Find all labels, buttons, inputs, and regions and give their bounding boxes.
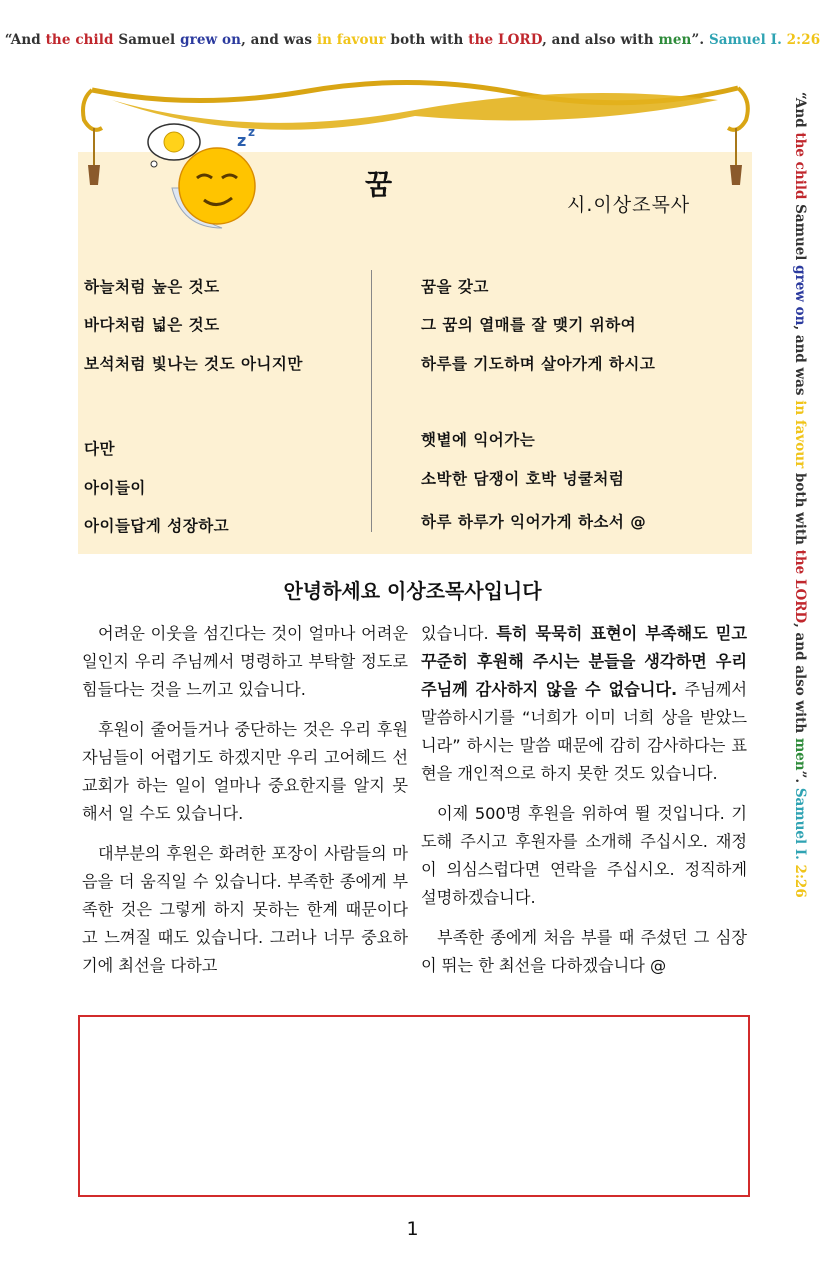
poem-line: 아이들답게 성장하고 — [84, 517, 230, 535]
verse-part: 2:26 — [792, 864, 808, 898]
article-paragraph: 어려운 이웃을 섬긴다는 것이 얼마나 어려운 일인지 우리 주님께서 명령하고 부탁할 정도로 힘들다는 것을 느끼고 있습니다. — [82, 624, 408, 699]
poem-line: 하루 하루가 익어가게 하소서 @ — [421, 513, 647, 531]
poem-line: 하늘처럼 높은 것도 — [84, 278, 220, 296]
article-paragraph: 후원이 줄어들거나 중단하는 것은 우리 후원자님들이 어렵기도 하겠지만 우리 고어헤드 선교회가 하는 일이 얼마나 중요한지를 알지 못해서 일 수도 있습니다. — [82, 720, 408, 823]
verse-part: Samuel I. — [708, 32, 787, 48]
verse-part: “And — [792, 92, 808, 133]
sleeping-sun-icon — [142, 118, 262, 236]
verse-banner-side — [792, 92, 808, 898]
verse-part: ”. — [691, 32, 709, 48]
poem-line: 보석처럼 빛나는 것도 아니지만 — [84, 355, 303, 373]
verse-part: “And — [4, 32, 46, 48]
article-paragraph: 부족한 종에게 처음 부를 때 주셨던 그 심장이 뛰는 한 최선을 다하겠습니다 @ — [421, 928, 747, 975]
poem-line: 바다처럼 넓은 것도 — [84, 316, 220, 334]
poem-line: 그 꿈의 열매를 잘 맺기 위하여 — [421, 316, 637, 334]
svg-text:z: z — [248, 125, 255, 139]
svg-text:z: z — [237, 131, 247, 150]
poem-divider — [371, 270, 372, 532]
poem-author: 시.이상조목사 — [567, 194, 691, 216]
article-paragraph — [421, 620, 747, 788]
article-paragraph: 이제 500명 후원을 위하여 뛸 것입니다. 기도해 주시고 후원자를 소개해 주십시오. 재정이 의심스럽다면 연락을 주십시오. 정직하게 설명하겠습니다. — [421, 804, 747, 907]
article-column-left — [82, 620, 408, 992]
verse-part: both with — [792, 472, 808, 550]
verse-part: , and was — [241, 32, 317, 48]
article-text: 주님께서 말씀하시기를 “너희가 이미 너희 상을 받았느니라” 하시는 말씀 때문에 감히 감사하다는 표현을 개인적으로 하지 못한 것도 있습니다. — [421, 680, 747, 783]
verse-part: in favour — [316, 32, 391, 48]
verse-part: Samuel — [118, 32, 181, 48]
article-title: 안녕하세요 이상조목사입니다 — [283, 579, 542, 603]
verse-part: grew on — [180, 32, 242, 48]
poem-line: 아이들이 — [84, 479, 146, 497]
poem-line: 다만 — [84, 440, 115, 458]
poem-line: 꿈을 갖고 — [421, 278, 489, 296]
verse-part: the LORD — [792, 549, 808, 624]
verse-part: the child — [792, 132, 808, 205]
article-text: 있습니다. — [421, 624, 497, 643]
verse-part: Samuel I. — [792, 787, 808, 865]
verse-banner-top — [0, 32, 825, 48]
poem-line: 하루를 기도하며 살아가게 하시고 — [421, 355, 656, 373]
verse-part: men — [658, 32, 692, 48]
verse-part: men — [792, 737, 808, 771]
verse-part: , and also with — [792, 623, 808, 738]
poem-line: 햇볕에 익어가는 — [421, 431, 536, 449]
verse-part: Samuel — [792, 204, 808, 266]
article-emphasis: 특히 묵묵히 표현이 부족해도 믿고 꾸준히 후원해 주시는 분들을 생각하면 우리 주님께 감사하지 않을 수 없습니다. — [421, 624, 747, 699]
verse-part: both with — [390, 32, 469, 48]
article-paragraph: 대부분의 후원은 화려한 포장이 사람들의 마음을 더 움직일 수 있습니다. 부족한 종에게 부족한 것은 그렇게 하지 못하는 한계 때문이다 고 느껴질 때도 있습니다. 그러나 너무 중요하기에 최선을 다하고 — [82, 844, 408, 975]
empty-content-box — [78, 1015, 750, 1197]
verse-part: , and was — [792, 325, 808, 401]
article-column-right — [421, 620, 747, 992]
poem-line: 소박한 담쟁이 호박 넝쿨처럼 — [421, 470, 625, 488]
verse-part: ”. — [792, 770, 808, 788]
page-number: 1 — [406, 1218, 419, 1240]
verse-part: , and also with — [542, 32, 659, 48]
verse-part: grew on — [792, 265, 808, 326]
verse-part: in favour — [792, 400, 808, 473]
poem-title: 꿈 — [365, 168, 394, 201]
verse-part: 2:26 — [786, 32, 821, 48]
verse-part: the child — [45, 32, 119, 48]
verse-part: the LORD — [468, 32, 543, 48]
